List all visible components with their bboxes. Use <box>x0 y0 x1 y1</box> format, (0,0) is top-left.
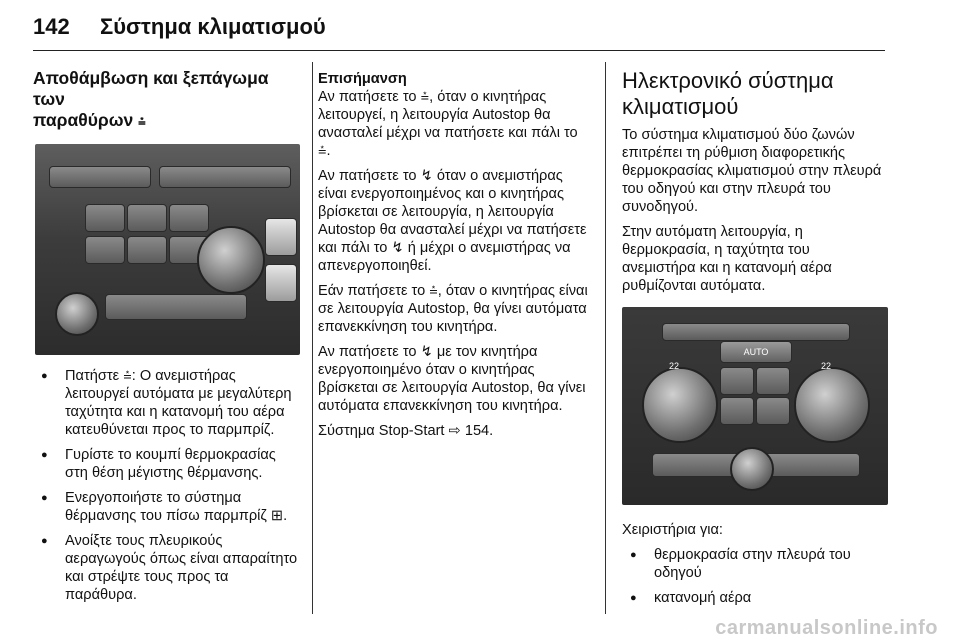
section-heading-electronic-climate: Ηλεκτρονικό σύστημα κλιματισμού <box>622 68 834 119</box>
column-divider-1 <box>312 62 313 614</box>
controls-list <box>622 546 887 607</box>
intro-paragraph: Στην αυτόματη λειτουργία, η θερμοκρασία, η ταχύτητα του ανεμιστήρα και η κατανομή αέρα ρυθμίζονται αυτόματα. <box>622 224 832 294</box>
intro-paragraph: Το σύστημα κλιματισμού δύο ζωνών επιτρέπει τη ρύθμιση διαφορετικής θερμοκρασίας κλιματισμού στην πλευρά του οδηγού και στην πλευρά του συνοδηγού. <box>622 127 882 215</box>
left-temp-label: 22 <box>669 361 680 371</box>
list-item: ● Ενεργοποιήστε το σύστημα θέρμανσης του πίσω παρμπρίζ ⊞. <box>33 489 301 525</box>
column-3 <box>622 68 887 614</box>
heading-line-2: παραθύρων <box>33 110 134 130</box>
note-paragraph: Αν πατήσετε το ⩮, όταν ο κινητήρας λειτουργεί, η λειτουργία Autostop θα ανασταλεί μέχρι να πατήσετε και πάλι το ⩮. <box>318 89 578 159</box>
note-paragraph: Εάν πατήσετε το ⩮, όταν ο κινητήρας είναι σε λειτουργία Autostop, θα γίνει αυτόματα επανεκκίνηση του κινητήρα. <box>318 283 588 335</box>
column-1 <box>33 68 301 611</box>
list-item: ● Ανοίξτε τους πλευρικούς αεραγωγούς όπως είναι απαραίτητο και στρέψτε τους προς τα παράθυρα. <box>33 532 301 604</box>
section-heading-defrost <box>33 68 301 132</box>
list-item: ● Πατήστε ⩮: Ο ανεμιστήρας λειτουργεί αυτόματα με μεγαλύτερη ταχύτητα και η κατανομή του αέρα κατευθύνεται προς το παρμπρίζ. <box>33 367 301 439</box>
climate-panel-photo <box>35 144 300 355</box>
list-item: ● Γυρίστε το κουμπί θερμοκρασίας στη θέση μέγιστης θέρμανσης. <box>33 446 301 482</box>
right-temp-label: 22 <box>821 361 832 371</box>
watermark: carmanualsonline.info <box>715 617 938 639</box>
note-paragraph: Αν πατήσετε το ↯ όταν ο ανεμιστήρας είναι ενεργοποιημένος και ο κινητήρας βρίσκεται σε λειτουργία, η λειτουργία Autostop θα ανασταλεί μέχρι να πατήσετε και πάλι το ↯ ή μέχρι ο ανεμιστήρας να απενεργοποιηθεί. <box>318 168 587 274</box>
windscreen-defrost-icon: ⩮ <box>138 114 146 129</box>
defrost-steps <box>33 367 301 604</box>
cross-reference: Σύστημα Stop-Start ⇨ 154. <box>318 423 494 439</box>
column-2 <box>318 70 594 447</box>
header-rule <box>33 50 885 51</box>
controls-intro: Χειριστήρια για: <box>622 522 723 538</box>
dual-zone-panel-photo <box>622 307 888 505</box>
page-number: 142 <box>33 14 70 39</box>
list-item: ● θερμοκρασία στην πλευρά του οδηγού <box>622 546 887 582</box>
note-title: Επισήμανση <box>318 71 407 87</box>
chapter-title: Σύστημα κλιματισμού <box>100 14 326 39</box>
heading-line-1: Αποθάμβωση και ξεπάγωμα των <box>33 68 269 109</box>
auto-button-label: AUTO <box>720 341 792 363</box>
column-divider-2 <box>605 62 606 614</box>
list-item: ● κατανομή αέρα <box>622 589 887 607</box>
note-paragraph: Αν πατήσετε το ↯ με τον κινητήρα ενεργοποιημένο όταν ο κινητήρας βρίσκεται σε λειτουργία Autostop, θα γίνει αυτόματα επανεκκίνηση του κινητήρα. <box>318 344 586 414</box>
